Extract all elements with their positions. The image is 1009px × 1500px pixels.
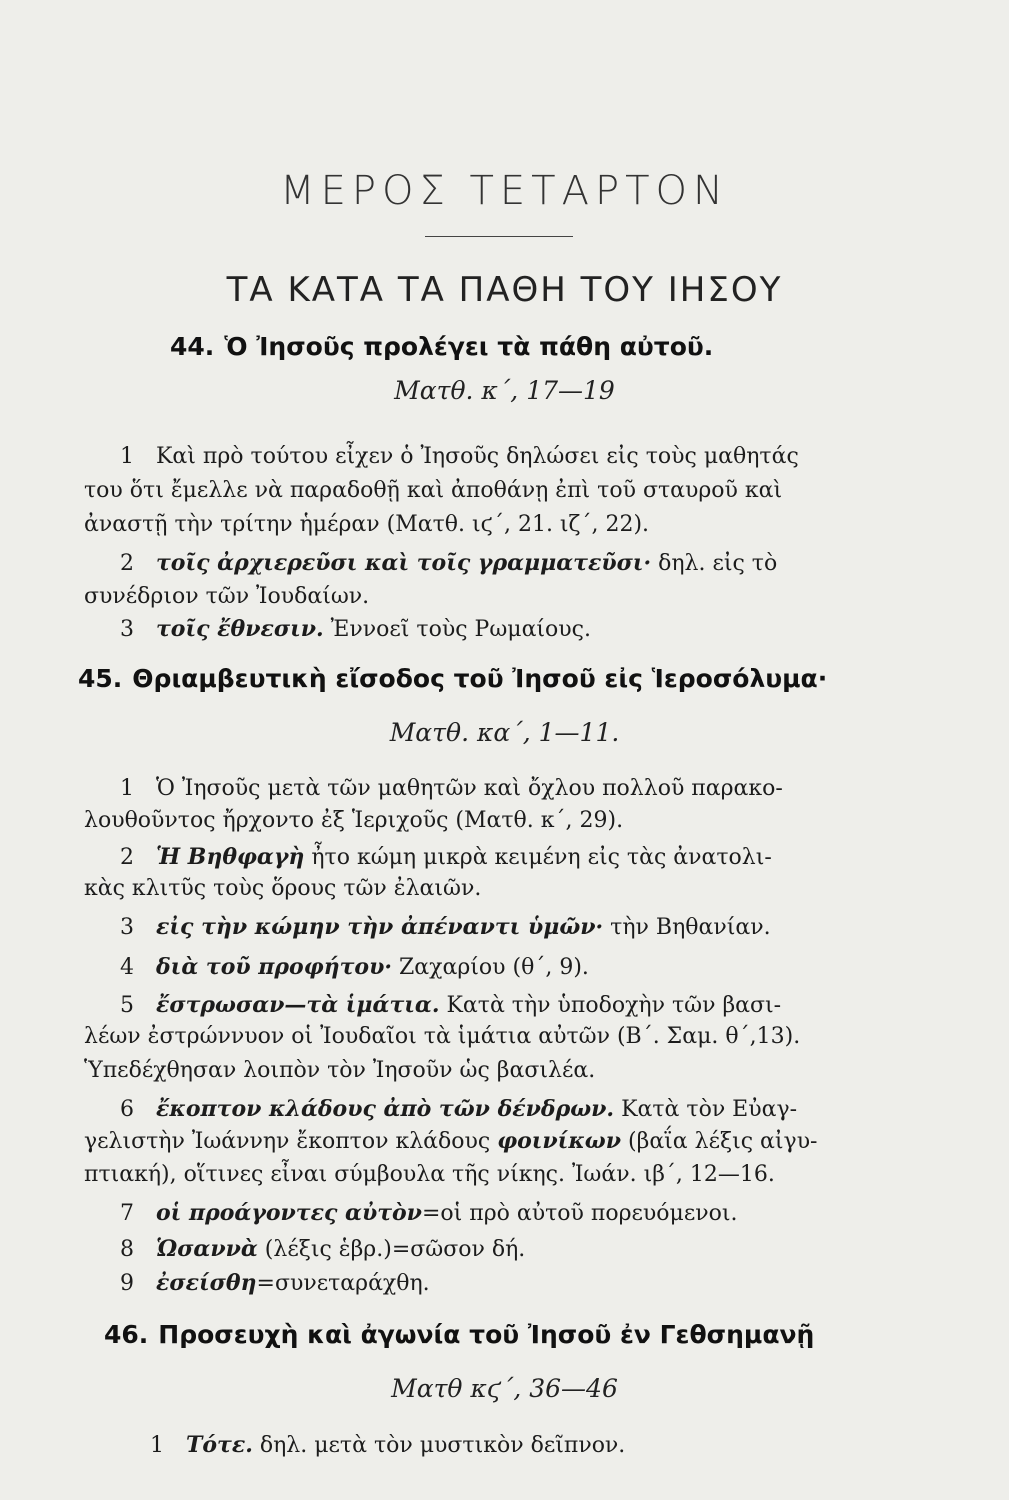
verse-line: συνέδριον τῶν Ἰουδαίων.: [84, 584, 370, 609]
section-44-reference: Ματθ. κ΄, 17—19: [394, 376, 615, 405]
verse-line: [84, 1126, 924, 1157]
verse-lemma: ἔκοπτον κλάδους ἀπὸ τῶν δένδρων.: [156, 1096, 615, 1122]
verse-number: 9: [120, 1271, 134, 1296]
verse-number: 1: [120, 776, 134, 801]
verse-text: Ὁ Ἰησοῦς μετὰ τῶν μαθητῶν καὶ ὄχλου πολλοῦ παρακο-: [156, 776, 783, 801]
verse-text: Ζαχαρίου (θ΄, 9).: [392, 955, 589, 980]
verse-text: Κατὰ τὸν Εὐαγ-: [614, 1097, 798, 1122]
part-title: ΜΕΡΟΣ ΤΕΤΑΡΤΟΝ: [280, 168, 729, 214]
verse-lemma: Τότε.: [186, 1432, 253, 1458]
verse-text: (βαΐα λέξις αἰγυ-: [621, 1129, 818, 1154]
verse-text: γελιστὴν Ἰωάννην ἔκοπτον κλάδους: [84, 1129, 498, 1154]
verse-number: 1: [150, 1433, 164, 1458]
verse-lemma: Ὡσαννὰ: [156, 1236, 258, 1262]
verse-number: 2: [120, 551, 134, 576]
title-rule: [425, 236, 573, 237]
verse-line: [150, 1430, 990, 1461]
verse-line: λέων ἐστρώννυον οἱ Ἰουδαῖοι τὰ ἱμάτια αὐτῶν (Β΄. Σαμ. θ΄,13).: [84, 1024, 801, 1049]
section-title: Θριαμβευτικὴ εἴσοδος τοῦ Ἰησοῦ εἰς Ἱεροσόλυμα·: [132, 664, 828, 693]
verse-line: ἀναστῇ τὴν τρίτην ἡμέραν (Ματθ. ιϛ΄, 21. ιζ΄, 22).: [84, 512, 650, 537]
verse-number: 1: [120, 444, 134, 469]
verse-line: λουθοῦντος ἤρχοντο ἐξ Ἱεριχοῦς (Ματθ. κ΄, 29).: [84, 808, 624, 833]
verse-line: [120, 1094, 960, 1125]
main-title: ΤΑ ΚΑΤΑ ΤΑ ΠΑΘΗ ΤΟΥ ΙΗΣΟΥ: [226, 270, 783, 310]
verse-line: [120, 442, 960, 472]
section-number: 44.: [170, 332, 215, 361]
verse-line: πτιακή), οἵτινες εἶναι σύμβουλα τῆς νίκης. Ἰωάν. ιβ΄, 12—16.: [84, 1162, 775, 1187]
verse-text: =συνεταράχθη.: [256, 1271, 430, 1296]
verse-line: [120, 990, 960, 1021]
section-46-reference: Ματθ κϛ΄, 36—46: [391, 1374, 618, 1403]
verse-line: [120, 912, 960, 943]
verse-text: τὴν Βηθανίαν.: [603, 915, 771, 940]
verse-number: 3: [120, 617, 134, 642]
verse-number: 2: [120, 845, 134, 870]
verse-lemma: διὰ τοῦ προφήτου·: [156, 954, 393, 980]
verse-text: ἦτο κώμη μικρὰ κειμένη εἰς τὰς ἀνατολι-: [304, 845, 772, 870]
verse-text: (λέξις ἑβρ.)=σῶσον δή.: [257, 1237, 526, 1262]
verse-line: [120, 1234, 960, 1265]
verse-number: 7: [120, 1201, 134, 1226]
verse-text: δηλ. μετὰ τὸν μυστικὸν δεῖπνον.: [252, 1433, 626, 1458]
verse-lemma: φοινίκων: [497, 1128, 622, 1154]
verse-lemma: εἰς τὴν κώμην τὴν ἀπέναντι ὑμῶν·: [156, 914, 604, 940]
verse-line: κὰς κλιτῦς τοὺς ὅρους τῶν ἐλαιῶν.: [84, 876, 482, 901]
verse-number: 4: [120, 955, 134, 980]
verse-text: δηλ. εἰς τὸ: [651, 551, 778, 576]
verse-line: [120, 774, 960, 804]
verse-number: 3: [120, 915, 134, 940]
verse-text: Καὶ πρὸ τούτου εἶχεν ὁ Ἰησοῦς δηλώσει εἰς τοὺς μαθητάς: [156, 444, 799, 469]
verse-text: Κατὰ τὴν ὑποδοχὴν τῶν βασι-: [439, 993, 782, 1018]
verse-line: του ὅτι ἔμελλε νὰ παραδοθῇ καὶ ἀποθάνῃ ἐπὶ τοῦ σταυροῦ καὶ: [84, 478, 783, 503]
verse-line: Ὑπεδέχθησαν λοιπὸν τὸν Ἰησοῦν ὡς βασιλέα.: [84, 1058, 596, 1083]
verse-lemma: τοῖς ἀρχιερεῦσι καὶ τοῖς γραμματεῦσι·: [156, 550, 652, 576]
verse-lemma: οἱ προάγοντες αὐτὸν: [156, 1200, 422, 1226]
verse-lemma: ἔστρωσαν—τὰ ἱμάτια.: [156, 992, 440, 1018]
section-number: 46.: [104, 1320, 149, 1349]
verse-number: 8: [120, 1237, 134, 1262]
verse-number: 5: [120, 993, 134, 1018]
verse-lemma: Ἡ Βηθφαγὴ: [156, 844, 305, 870]
verse-line: [120, 614, 960, 645]
verse-line: [120, 1198, 960, 1229]
section-title: Ὁ Ἰησοῦς προλέγει τὰ πάθη αὐτοῦ.: [224, 332, 714, 361]
verse-number: 6: [120, 1097, 134, 1122]
verse-text: =οἱ πρὸ αὐτοῦ πορευόμενοι.: [421, 1201, 738, 1226]
section-45-heading: [78, 664, 827, 693]
section-45-reference: Ματθ. κα΄, 1—11.: [389, 718, 620, 747]
section-title: Προσευχὴ καὶ ἀγωνία τοῦ Ἰησοῦ ἐν Γεθσημανῇ: [158, 1320, 815, 1349]
verse-text: Ἐννοεῖ τοὺς Ρωμαίους.: [323, 617, 591, 642]
verse-lemma: τοῖς ἔθνεσιν.: [156, 616, 324, 642]
section-46-heading: [104, 1320, 814, 1349]
verse-line: [120, 952, 960, 983]
verse-line: [120, 842, 960, 873]
verse-lemma: ἐσείσθη: [156, 1270, 257, 1296]
verse-line: [120, 548, 960, 579]
section-number: 45.: [78, 664, 123, 693]
verse-line: [120, 1268, 960, 1299]
section-44-heading: [170, 332, 713, 361]
